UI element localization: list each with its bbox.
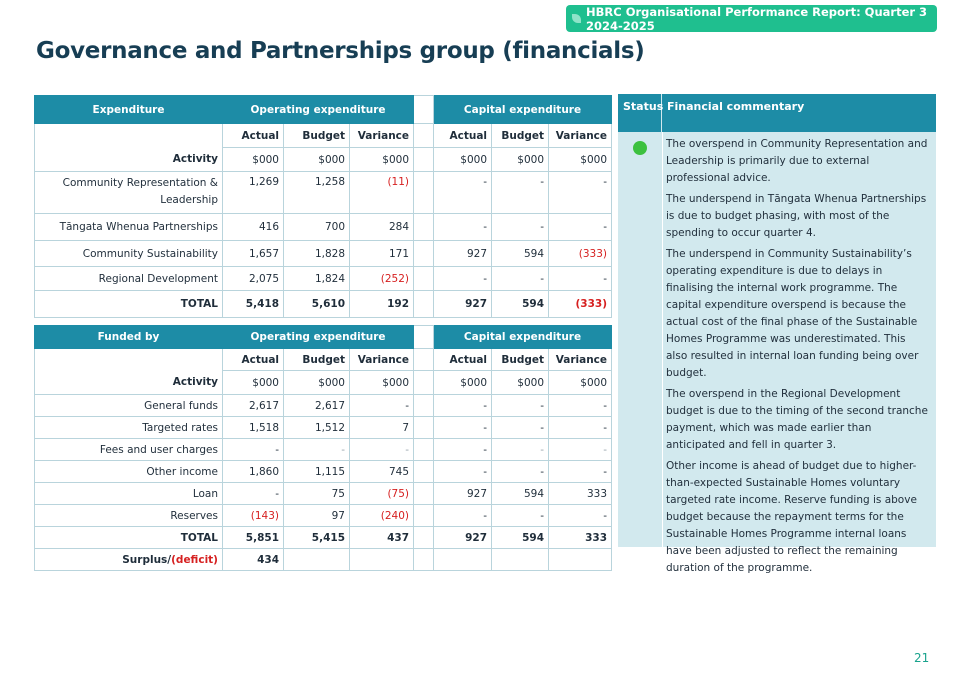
table-row (35, 241, 612, 267)
blank-cell (35, 349, 223, 371)
row-label: Community Representation & Leadership (35, 172, 223, 214)
col-label: Budget (492, 124, 549, 148)
gap-cell (414, 124, 434, 148)
activity-label: Activity (35, 148, 223, 172)
status-header: Status (618, 94, 662, 132)
value-cell: 171 (350, 241, 414, 267)
value-cell: 416 (223, 214, 284, 241)
value-cell: - (223, 483, 284, 505)
table-row (35, 439, 612, 461)
value-cell: - (492, 214, 549, 241)
unit-cell: $000 (284, 148, 350, 172)
surplus-label-a: Surplus/ (122, 553, 172, 566)
gap-cell (414, 214, 434, 241)
value-cell: - (434, 417, 492, 439)
row-label: Tāngata Whenua Partnerships (35, 214, 223, 241)
gap-cell (414, 172, 434, 214)
commentary-paragraph: The underspend in Community Sustainability’s operating expenditure is due to delays in finalising the internal work programme. The capital expenditure overspend is because the actual cost of the final phase of the Sustainable Homes Programme was underestimated. This also resulted in internal loan funding being over budget. (666, 248, 919, 379)
surplus-label (35, 549, 223, 571)
commentary-body (666, 136, 928, 581)
col-label: Actual (434, 124, 492, 148)
value-cell: (75) (350, 483, 414, 505)
value-cell: 594 (492, 483, 549, 505)
surplus-row (35, 549, 612, 571)
value-cell: 594 (492, 527, 549, 549)
value-cell: - (492, 505, 549, 527)
value-cell: (333) (549, 241, 612, 267)
value-cell: 5,415 (284, 527, 350, 549)
gap-cell (414, 461, 434, 483)
leaf-icon (572, 14, 581, 23)
table-row (35, 395, 612, 417)
table-row (35, 505, 612, 527)
unit-cell: $000 (350, 371, 414, 395)
value-cell: 284 (350, 214, 414, 241)
col-label: Budget (492, 349, 549, 371)
table-row (35, 461, 612, 483)
deficit-label: (deficit) (171, 553, 218, 566)
row-label: Loan (35, 483, 223, 505)
unit-cell: $000 (350, 148, 414, 172)
blank-cell (434, 549, 492, 571)
col-label: Variance (549, 349, 612, 371)
blank-cell (492, 549, 549, 571)
value-cell: 594 (492, 291, 549, 318)
commentary-paragraph: The underspend in Tāngata Whenua Partnerships is due to budget phasing, with most of the spending to occur quarter 4. (666, 193, 927, 239)
blank-cell (35, 124, 223, 148)
status-indicator-icon (633, 141, 647, 155)
surplus-value: 434 (223, 549, 284, 571)
value-cell: - (434, 505, 492, 527)
unit-cell: $000 (492, 371, 549, 395)
expenditure-header: Expenditure (35, 96, 223, 124)
value-cell: - (434, 439, 492, 461)
value-cell: 5,418 (223, 291, 284, 318)
value-cell: - (434, 172, 492, 214)
value-cell: 2,075 (223, 267, 284, 291)
value-cell: - (549, 267, 612, 291)
value-cell: 927 (434, 527, 492, 549)
value-cell: 1,115 (284, 461, 350, 483)
unit-cell: $000 (492, 148, 549, 172)
unit-cell: $000 (434, 371, 492, 395)
row-label: Fees and user charges (35, 439, 223, 461)
value-cell: - (549, 461, 612, 483)
commentary-title: Financial commentary (667, 100, 805, 113)
expenditure-table (34, 95, 612, 318)
value-cell: 333 (549, 527, 612, 549)
value-cell: - (492, 267, 549, 291)
value-cell: - (492, 461, 549, 483)
row-label: Regional Development (35, 267, 223, 291)
value-cell: - (492, 417, 549, 439)
value-cell: 1,828 (284, 241, 350, 267)
unit-cell: $000 (434, 148, 492, 172)
value-cell: (143) (223, 505, 284, 527)
gap-cell (414, 417, 434, 439)
value-cell: 1,269 (223, 172, 284, 214)
gap-cell (414, 371, 434, 395)
gap-cell (414, 267, 434, 291)
capital-expenditure-header: Capital expenditure (434, 326, 612, 349)
value-cell: - (549, 505, 612, 527)
unit-cell: $000 (549, 148, 612, 172)
value-cell: - (434, 267, 492, 291)
blank-cell (549, 549, 612, 571)
col-label: Budget (284, 124, 350, 148)
row-label: Other income (35, 461, 223, 483)
activity-label: Activity (35, 371, 223, 395)
value-cell: (11) (350, 172, 414, 214)
commentary-paragraph: The overspend in the Regional Development budget is due to the timing of the second tranche payment, which was made earlier than anticipated and fell in quarter 3. (666, 388, 928, 451)
value-cell: - (492, 395, 549, 417)
col-label: Actual (223, 124, 284, 148)
blank-cell (350, 549, 414, 571)
table-row (35, 267, 612, 291)
value-cell: 437 (350, 527, 414, 549)
value-cell: - (350, 395, 414, 417)
col-label: Variance (350, 124, 414, 148)
unit-cell: $000 (549, 371, 612, 395)
total-label: TOTAL (35, 527, 223, 549)
operating-expenditure-header: Operating expenditure (223, 96, 414, 124)
row-label: Reserves (35, 505, 223, 527)
value-cell: 2,617 (223, 395, 284, 417)
commentary-header (618, 94, 936, 132)
value-cell: - (492, 439, 549, 461)
total-label: TOTAL (35, 291, 223, 318)
value-cell: 97 (284, 505, 350, 527)
value-cell: 7 (350, 417, 414, 439)
value-cell: 5,851 (223, 527, 284, 549)
value-cell: 192 (350, 291, 414, 318)
value-cell: 745 (350, 461, 414, 483)
gap-cell (414, 395, 434, 417)
gap-cell (414, 241, 434, 267)
gap-cell (414, 549, 434, 571)
gap-cell (414, 96, 434, 124)
commentary-paragraph: Other income is ahead of budget due to higher-than-expected Sustainable Homes voluntary targeted rate income. Reserve funding is above budget because the repayment terms for the Sustainable Homes Programme internal loans have been adjusted to reflect the remaining duration of the programme. (666, 460, 917, 574)
table-row (35, 483, 612, 505)
col-label: Actual (223, 349, 284, 371)
value-cell: - (492, 172, 549, 214)
column-divider (662, 132, 663, 547)
value-cell: 1,512 (284, 417, 350, 439)
page-title: Governance and Partnerships group (financials) (36, 38, 645, 64)
value-cell: 927 (434, 483, 492, 505)
value-cell: (333) (549, 291, 612, 318)
table-row (35, 214, 612, 241)
row-label: Community Sustainability (35, 241, 223, 267)
value-cell: 1,258 (284, 172, 350, 214)
funding-table (34, 325, 612, 571)
capital-expenditure-header: Capital expenditure (434, 96, 612, 124)
value-cell: (240) (350, 505, 414, 527)
value-cell: 75 (284, 483, 350, 505)
unit-cell: $000 (223, 148, 284, 172)
total-row (35, 527, 612, 549)
gap-cell (414, 291, 434, 318)
gap-cell (414, 148, 434, 172)
value-cell: - (549, 214, 612, 241)
financial-commentary-panel (618, 94, 936, 574)
value-cell: (252) (350, 267, 414, 291)
value-cell: - (223, 439, 284, 461)
gap-cell (414, 439, 434, 461)
value-cell: - (434, 395, 492, 417)
col-label: Budget (284, 349, 350, 371)
value-cell: - (549, 395, 612, 417)
gap-cell (414, 483, 434, 505)
value-cell: - (284, 439, 350, 461)
gap-cell (414, 326, 434, 349)
value-cell: 700 (284, 214, 350, 241)
page-number: 21 (914, 651, 930, 665)
value-cell: 927 (434, 241, 492, 267)
value-cell: 1,824 (284, 267, 350, 291)
unit-cell: $000 (284, 371, 350, 395)
commentary-paragraph: The overspend in Community Representation and Leadership is primarily due to external professional advice. (666, 138, 928, 184)
value-cell: - (549, 172, 612, 214)
total-row (35, 291, 612, 318)
value-cell: 927 (434, 291, 492, 318)
funded-by-header: Funded by (35, 326, 223, 349)
row-label: General funds (35, 395, 223, 417)
value-cell: 594 (492, 241, 549, 267)
value-cell: 2,617 (284, 395, 350, 417)
col-label: Variance (350, 349, 414, 371)
value-cell: 1,860 (223, 461, 284, 483)
table-row (35, 417, 612, 439)
operating-expenditure-header: Operating expenditure (223, 326, 414, 349)
banner-text: HBRC Organisational Performance Report: Quarter 3 2024-2025 (586, 4, 928, 33)
gap-cell (414, 505, 434, 527)
value-cell: 1,657 (223, 241, 284, 267)
col-label: Variance (549, 124, 612, 148)
value-cell: 5,610 (284, 291, 350, 318)
gap-cell (414, 349, 434, 371)
row-label: Targeted rates (35, 417, 223, 439)
value-cell: - (549, 439, 612, 461)
value-cell: 1,518 (223, 417, 284, 439)
report-banner (566, 5, 937, 32)
gap-cell (414, 527, 434, 549)
blank-cell (284, 549, 350, 571)
value-cell: 333 (549, 483, 612, 505)
table-row (35, 172, 612, 214)
value-cell: - (549, 417, 612, 439)
value-cell: - (434, 461, 492, 483)
col-label: Actual (434, 349, 492, 371)
value-cell: - (434, 214, 492, 241)
value-cell: - (350, 439, 414, 461)
unit-cell: $000 (223, 371, 284, 395)
